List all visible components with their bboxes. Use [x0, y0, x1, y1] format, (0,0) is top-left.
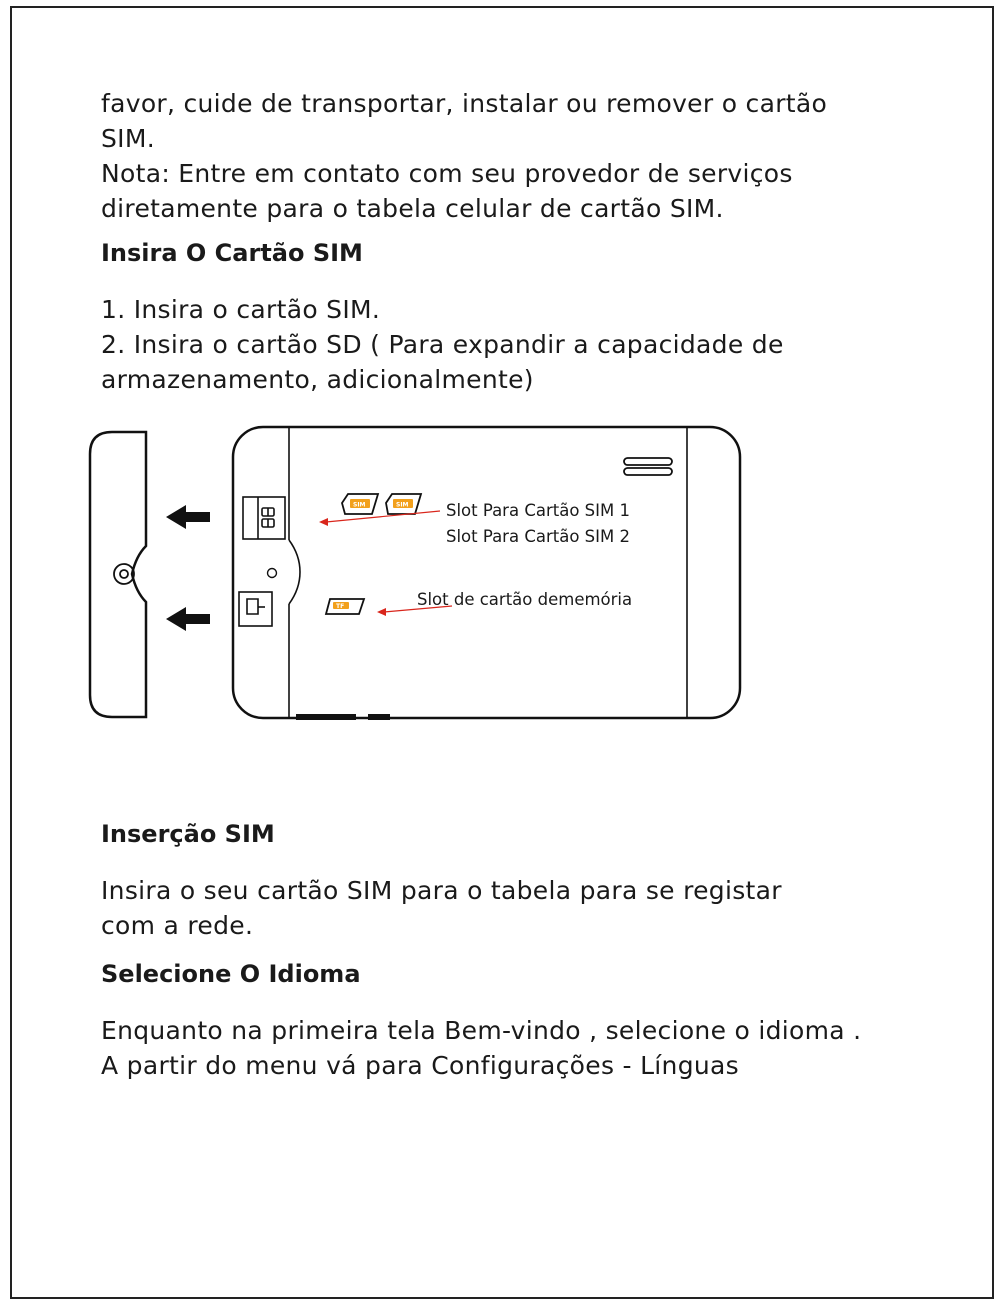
arrow-left-icon — [166, 607, 210, 631]
sim-card-label: SIM — [353, 501, 366, 509]
back-cover — [90, 432, 146, 717]
paragraph-line: A partir do menu vá para Configurações - Línguas — [101, 1051, 739, 1080]
sim-slot-bay — [243, 497, 285, 539]
arrow-left-icon — [166, 505, 210, 529]
paragraph-line: Enquanto na primeira tela Bem-vindo , selecione o idioma . — [101, 1016, 862, 1045]
label-sim2: Slot Para Cartão SIM 2 — [446, 527, 630, 546]
step-item: armazenamento, adicionalmente) — [101, 365, 534, 394]
intro-line: SIM. — [101, 124, 155, 153]
bottom-buttons — [296, 714, 390, 720]
label-memory-slot: Slot de cartão dememória — [417, 590, 633, 609]
sim-insertion-heading: Inserção SIM — [101, 820, 275, 848]
speaker-grille-icon — [624, 458, 672, 475]
phone-inner-lines — [289, 427, 687, 718]
intro-line: favor, cuide de transportar, instalar ou remover o cartão — [101, 89, 828, 118]
note-line: Nota: Entre em contato com seu provedor de serviços — [101, 159, 793, 188]
step-item: 2. Insira o cartão SD ( Para expandir a capacidade de — [101, 330, 784, 359]
sim-card-label: SIM — [396, 501, 409, 509]
tf-card-label: TF — [336, 603, 345, 610]
step-item: 1. Insira o cartão SIM. — [101, 295, 381, 324]
memory-slot-bay — [239, 592, 272, 626]
paragraph-line: com a rede. — [101, 911, 254, 940]
pointer-line-sim — [319, 511, 440, 526]
sim-card-icon — [342, 494, 378, 514]
sim-insertion-paragraph — [101, 873, 782, 943]
phone-body — [233, 427, 740, 718]
language-heading: Selecione O Idioma — [101, 960, 361, 988]
note-line: diretamente para o tabela celular de cartão SIM. — [101, 194, 724, 223]
small-hole-icon — [268, 569, 277, 578]
label-sim1: Slot Para Cartão SIM 1 — [446, 501, 630, 520]
paragraph-line: Insira o seu cartão SIM para o tabela para se registar — [101, 876, 782, 905]
insert-card-heading: Insira O Cartão SIM — [101, 239, 363, 267]
language-paragraph — [101, 1013, 861, 1083]
sim-card-icon — [386, 494, 421, 514]
tf-card-icon — [326, 599, 364, 614]
